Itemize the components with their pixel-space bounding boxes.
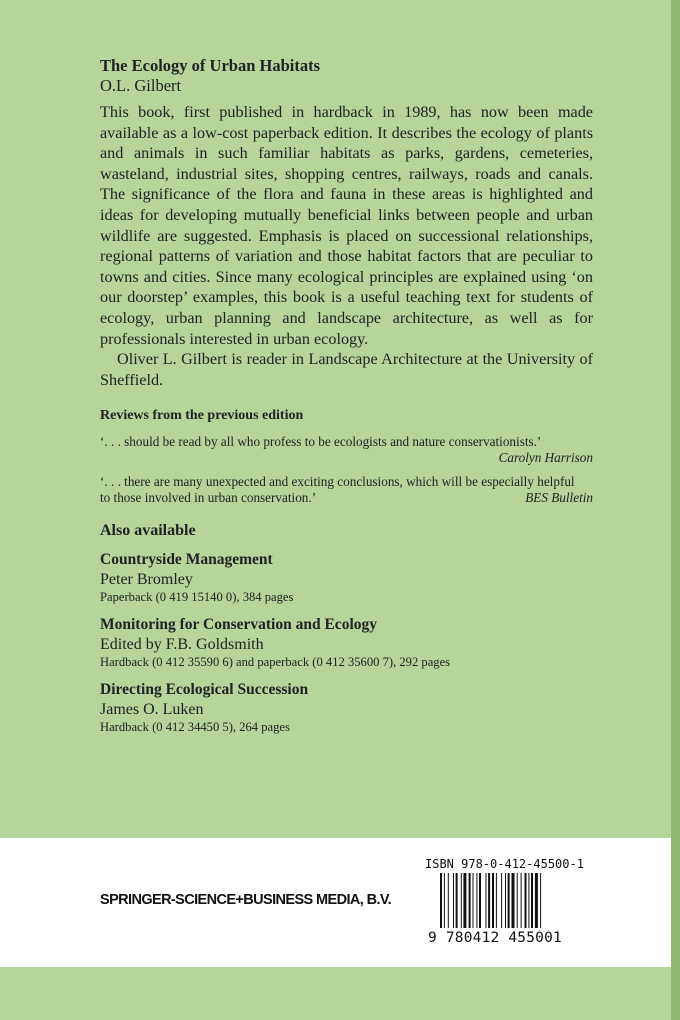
also-title: Countryside Management xyxy=(100,551,273,569)
review-source: Carolyn Harrison xyxy=(498,450,593,466)
book-title: The Ecology of Urban Habitats xyxy=(100,56,321,75)
also-detail: Hardback (0 412 35590 6) and paperback (0 412 35600 7), 292 pages xyxy=(100,655,451,670)
review-quote: ‘. . . should be read by all who profess to be ecologists and nature conservationists.’ xyxy=(100,434,542,450)
also-author: Edited by F.B. Goldsmith xyxy=(100,636,264,654)
review-quote-continued: to those involved in urban conservation.’ xyxy=(100,490,317,506)
isbn-label: ISBN 978-0-412-45500-1 xyxy=(425,857,584,871)
review-source: BES Bulletin xyxy=(525,490,593,506)
spine-edge xyxy=(671,0,680,1020)
also-author: James O. Luken xyxy=(100,701,204,719)
also-item-2 xyxy=(100,615,593,670)
also-available-heading: Also available xyxy=(100,522,196,540)
also-detail: Hardback (0 412 34450 5), 264 pages xyxy=(100,720,290,735)
also-title: Directing Ecological Succession xyxy=(100,681,309,699)
review-1 xyxy=(100,434,593,466)
back-cover-content xyxy=(100,56,593,745)
also-author: Peter Bromley xyxy=(100,571,193,589)
book-description: This book, first published in hardback in 1989, has now been made available as a low-cost paperback edition. It describes the ecology of plants and animals in such familiar habitats as parks, gardens, cemeteries, wasteland, industrial sites, shopping centres, railways, roads and canals. The significance of the flora and fauna in these areas is highlighted and ideas for developing mutually beneficial links between people and urban wildlife are suggested. Emphasis is placed on successional relationships, regional patterns of variation and those habitat factors that are peculiar to towns and cities. Since many ecological principles are explained using ‘on our doorstep’ examples, this book is a useful teaching text for students of ecology, urban planning and landscape architecture, as well as for professionals interested in urban ecology. xyxy=(100,103,593,348)
review-quote: ‘. . . there are many unexpected and exciting conclusions, which will be especially helpful xyxy=(100,474,575,490)
also-item-3 xyxy=(100,680,593,735)
also-detail: Paperback (0 419 15140 0), 384 pages xyxy=(100,590,294,605)
author-bio: Oliver L. Gilbert is reader in Landscape Architecture at the University of Sheffield. xyxy=(100,350,593,389)
barcode-icon xyxy=(440,873,570,928)
reviews-heading: Reviews from the previous edition xyxy=(100,408,304,424)
review-2 xyxy=(100,474,593,506)
also-title: Monitoring for Conservation and Ecology xyxy=(100,616,377,634)
also-item-1 xyxy=(100,550,593,605)
book-author: O.L. Gilbert xyxy=(100,76,182,95)
publisher-logo: SPRINGER-SCIENCE+BUSINESS MEDIA, B.V. xyxy=(100,892,392,908)
barcode-number: 9 780412 455001 xyxy=(428,930,562,946)
